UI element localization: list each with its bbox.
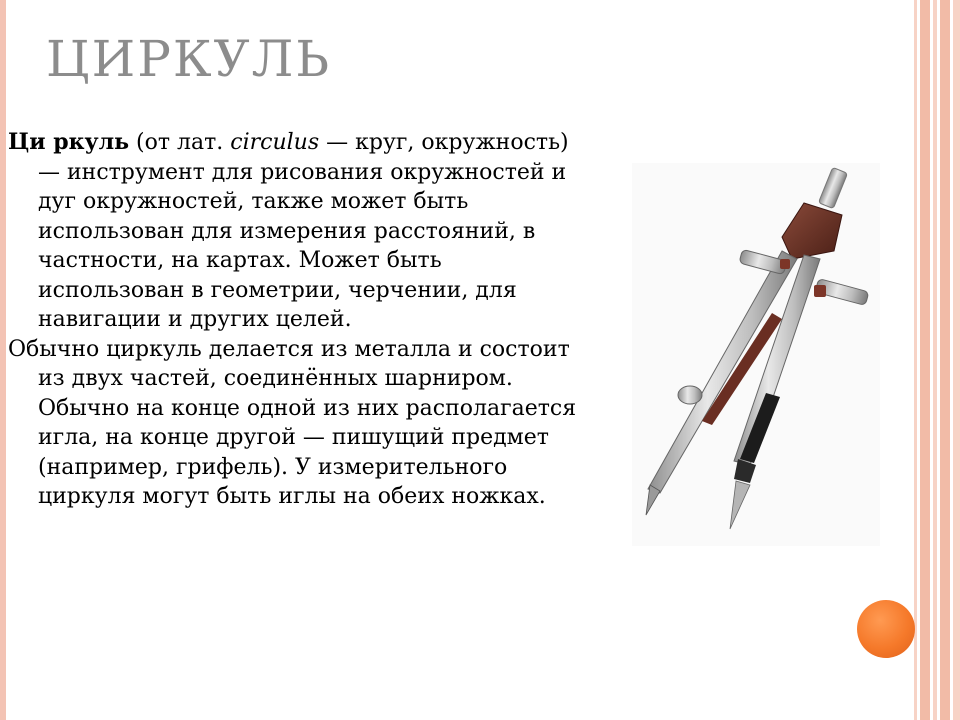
- definition-rest: — круг, окружность) — инструмент для рисования окружностей и дуг окружностей, также может быть использован для измерения расстояний, в частности, на картах. Может быть использован в геометрии, черчении, для навигации и других целей.: [38, 130, 569, 332]
- paragraph-construction: Обычно циркуль делается из металла и состоит из двух частей, соединённых шарниром. Обычно на конце одной из них располагается игла, на конце другой — пишущий предмет (например, грифель). У измерительного циркуля могут быть иглы на обеих ножках.: [8, 336, 577, 509]
- slide-title: ЦИРКУЛЬ: [46, 30, 332, 88]
- right-decorative-stripes: [914, 0, 960, 720]
- body-text: [8, 128, 578, 512]
- compass-illustration: [632, 163, 880, 546]
- compass-photo: [632, 163, 880, 546]
- left-border: [0, 0, 6, 720]
- term: Ци ркуль: [8, 129, 130, 155]
- latin-word: circulus: [230, 130, 320, 155]
- orange-circle-decoration: [857, 600, 915, 658]
- paragraph-definition: [8, 128, 578, 335]
- latin-prefix: (от лат.: [129, 130, 231, 155]
